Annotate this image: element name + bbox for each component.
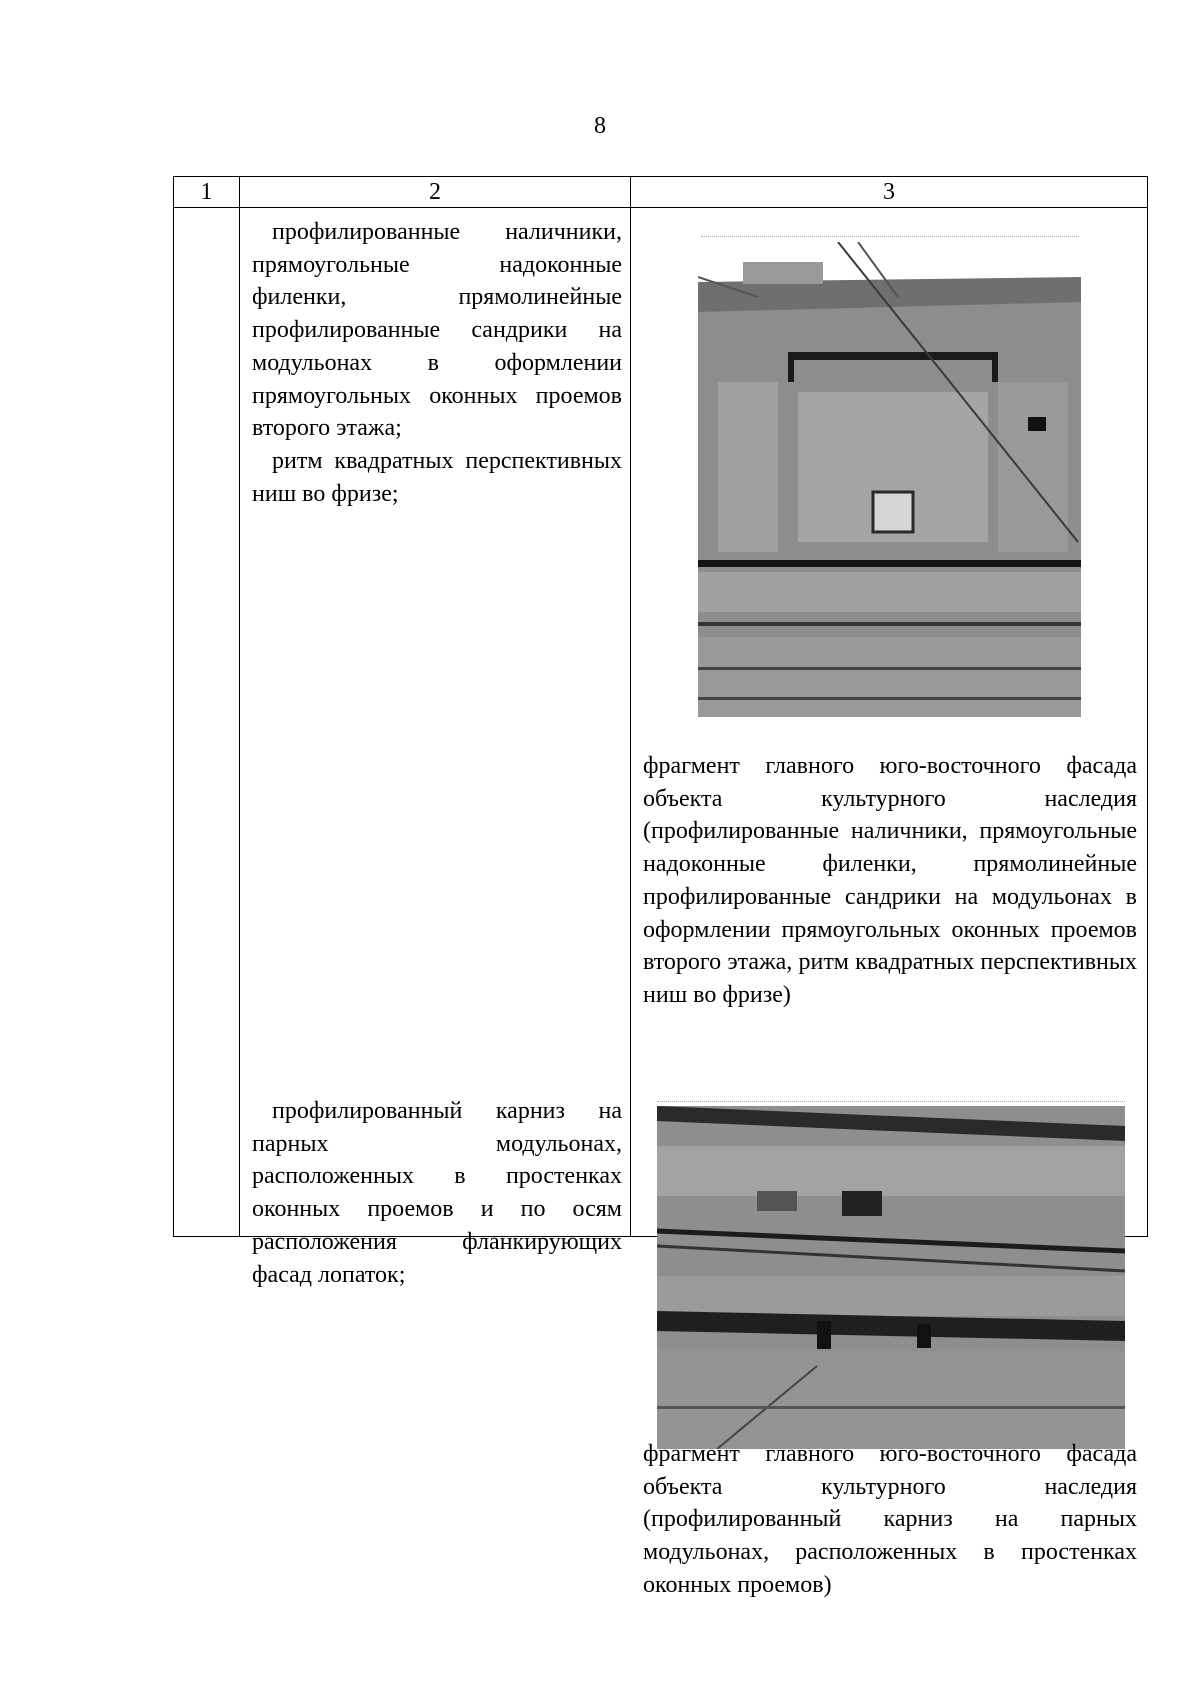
- description-block-1: [252, 216, 622, 510]
- description-block-2: [252, 1095, 622, 1291]
- cornice-fragment-photo: [657, 1106, 1125, 1449]
- page-number: 8: [594, 113, 606, 139]
- description-paragraph: ритм квадратных перспективных ниш во фризе;: [252, 447, 622, 507]
- description-paragraph: профилированные наличники, прямоугольные надоконные филенки, прямолинейные профилированные сандрики на модульонах в оформлении прямоугольных оконных проемов второго этажа;: [252, 219, 622, 442]
- header-cell-1: 1: [174, 177, 240, 208]
- photo-caption: фрагмент главного юго-восточного фасада объекта культурного наследия (профилированные наличники, прямоугольные надоконные филенки, прямолинейные профилированные сандрики на модульонах в оформлении прямоугольных оконных проемов второго этажа, ритм квадратных перспективных ниш во фризе): [643, 753, 1137, 1008]
- table-row: [174, 208, 1148, 1237]
- table-header-row: [174, 177, 1148, 208]
- photo-cell: [631, 208, 1148, 1598]
- photo-caption: фрагмент главного юго-восточного фасада объекта культурного наследия (профилированный карниз на парных модульонах, расположенных в простенках оконных проемов): [643, 1441, 1137, 1598]
- facade-fragment-photo: [698, 242, 1081, 717]
- features-table: [173, 176, 1148, 1598]
- header-cell-2: 2: [240, 177, 631, 208]
- description-cell: [240, 208, 631, 1288]
- header-cell-3: 3: [631, 177, 1148, 208]
- number-cell: [174, 208, 240, 1237]
- description-paragraph: профилированный карниз на парных модульонах, расположенных в простенках оконных проемов и по осям расположения фланкирующих фасад лопаток;: [252, 1098, 622, 1288]
